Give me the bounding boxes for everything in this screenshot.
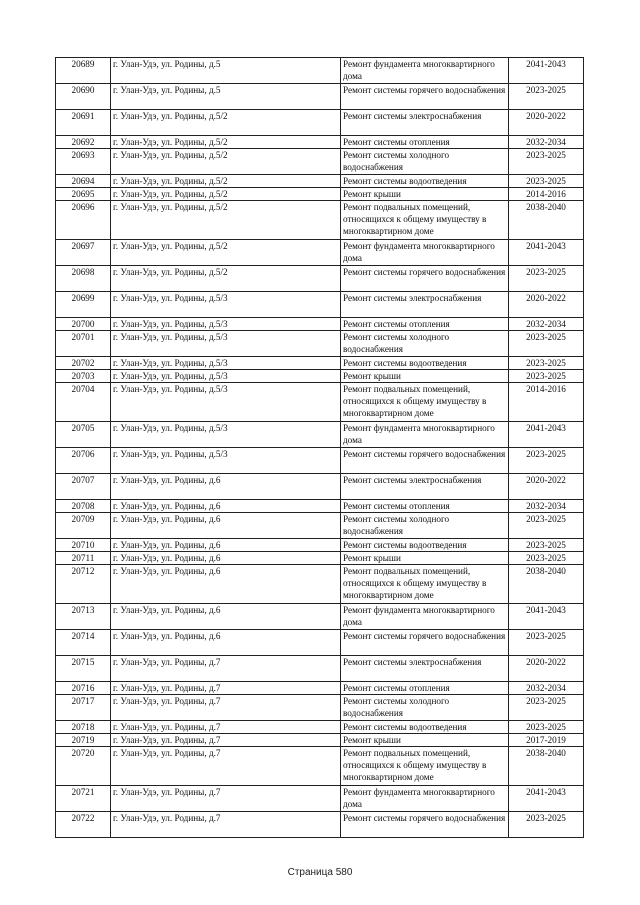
work-type-cell: Ремонт системы водоотведения xyxy=(341,175,509,188)
address-cell: г. Улан-Удэ, ул. Родины, д.5/2 xyxy=(111,240,341,266)
table-row xyxy=(56,136,584,149)
address-cell: г. Улан-Удэ, ул. Родины, д.5/3 xyxy=(111,357,341,370)
table-row xyxy=(56,734,584,747)
row-number: 20715 xyxy=(56,656,111,682)
address-cell: г. Улан-Удэ, ул. Родины, д.5 xyxy=(111,58,341,84)
table-row xyxy=(56,370,584,383)
address-cell: г. Улан-Удэ, ул. Родины, д.5/3 xyxy=(111,383,341,422)
work-type-cell: Ремонт крыши xyxy=(341,188,509,201)
address-cell: г. Улан-Удэ, ул. Родины, д.6 xyxy=(111,552,341,565)
work-type-cell: Ремонт системы холодного водоснабжения xyxy=(341,695,509,721)
address-cell: г. Улан-Удэ, ул. Родины, д.7 xyxy=(111,747,341,786)
table-row xyxy=(56,539,584,552)
table-row xyxy=(56,357,584,370)
address-cell: г. Улан-Удэ, ул. Родины, д.5/2 xyxy=(111,175,341,188)
repair-schedule-table xyxy=(55,57,584,838)
row-number: 20695 xyxy=(56,188,111,201)
work-type-cell: Ремонт системы холодного водоснабжения xyxy=(341,149,509,175)
row-number: 20710 xyxy=(56,539,111,552)
address-cell: г. Улан-Удэ, ул. Родины, д.7 xyxy=(111,656,341,682)
table-row xyxy=(56,149,584,175)
row-number: 20722 xyxy=(56,812,111,838)
period-cell: 2020-2022 xyxy=(509,474,584,500)
row-number: 20691 xyxy=(56,110,111,136)
work-type-cell: Ремонт системы электроснабжения xyxy=(341,656,509,682)
work-type-cell: Ремонт фундамента многоквартирного дома xyxy=(341,786,509,812)
period-cell: 2020-2022 xyxy=(509,292,584,318)
work-type-cell: Ремонт системы отопления xyxy=(341,136,509,149)
address-cell: г. Улан-Удэ, ул. Родины, д.6 xyxy=(111,604,341,630)
row-number: 20700 xyxy=(56,318,111,331)
table-row xyxy=(56,500,584,513)
address-cell: г. Улан-Удэ, ул. Родины, д.7 xyxy=(111,721,341,734)
work-type-cell: Ремонт фундамента многоквартирного дома xyxy=(341,604,509,630)
work-type-cell: Ремонт системы холодного водоснабжения xyxy=(341,513,509,539)
table-row xyxy=(56,695,584,721)
table-row xyxy=(56,201,584,240)
work-type-cell: Ремонт системы отопления xyxy=(341,318,509,331)
address-cell: г. Улан-Удэ, ул. Родины, д.5/2 xyxy=(111,136,341,149)
table-row xyxy=(56,110,584,136)
row-number: 20714 xyxy=(56,630,111,656)
table-row xyxy=(56,604,584,630)
work-type-cell: Ремонт крыши xyxy=(341,734,509,747)
period-cell: 2032-2034 xyxy=(509,136,584,149)
period-cell: 2014-2016 xyxy=(509,383,584,422)
row-number: 20716 xyxy=(56,682,111,695)
period-cell: 2014-2016 xyxy=(509,188,584,201)
address-cell: г. Улан-Удэ, ул. Родины, д.5/3 xyxy=(111,292,341,318)
work-type-cell: Ремонт системы отопления xyxy=(341,500,509,513)
work-type-cell: Ремонт системы холодного водоснабжения xyxy=(341,331,509,357)
row-number: 20707 xyxy=(56,474,111,500)
row-number: 20709 xyxy=(56,513,111,539)
address-cell: г. Улан-Удэ, ул. Родины, д.6 xyxy=(111,539,341,552)
work-type-cell: Ремонт фундамента многоквартирного дома xyxy=(341,422,509,448)
table-row xyxy=(56,656,584,682)
address-cell: г. Улан-Удэ, ул. Родины, д.5/3 xyxy=(111,318,341,331)
table-row xyxy=(56,292,584,318)
work-type-cell: Ремонт фундамента многоквартирного дома xyxy=(341,58,509,84)
table-row xyxy=(56,565,584,604)
address-cell: г. Улан-Удэ, ул. Родины, д.5 xyxy=(111,84,341,110)
row-number: 20704 xyxy=(56,383,111,422)
row-number: 20721 xyxy=(56,786,111,812)
row-number: 20711 xyxy=(56,552,111,565)
table-row xyxy=(56,84,584,110)
row-number: 20719 xyxy=(56,734,111,747)
row-number: 20694 xyxy=(56,175,111,188)
work-type-cell: Ремонт системы электроснабжения xyxy=(341,474,509,500)
row-number: 20712 xyxy=(56,565,111,604)
work-type-cell: Ремонт системы горячего водоснабжения xyxy=(341,84,509,110)
period-cell: 2023-2025 xyxy=(509,448,584,474)
table-row xyxy=(56,188,584,201)
address-cell: г. Улан-Удэ, ул. Родины, д.5/2 xyxy=(111,188,341,201)
work-type-cell: Ремонт системы электроснабжения xyxy=(341,292,509,318)
address-cell: г. Улан-Удэ, ул. Родины, д.7 xyxy=(111,812,341,838)
address-cell: г. Улан-Удэ, ул. Родины, д.7 xyxy=(111,786,341,812)
period-cell: 2038-2040 xyxy=(509,201,584,240)
row-number: 20701 xyxy=(56,331,111,357)
table-row xyxy=(56,383,584,422)
period-cell: 2032-2034 xyxy=(509,682,584,695)
period-cell: 2023-2025 xyxy=(509,149,584,175)
address-cell: г. Улан-Удэ, ул. Родины, д.7 xyxy=(111,734,341,747)
table-row xyxy=(56,318,584,331)
work-type-cell: Ремонт системы водоотведения xyxy=(341,357,509,370)
period-cell: 2041-2043 xyxy=(509,786,584,812)
period-cell: 2023-2025 xyxy=(509,175,584,188)
work-type-cell: Ремонт системы горячего водоснабжения xyxy=(341,812,509,838)
period-cell: 2023-2025 xyxy=(509,812,584,838)
work-type-cell: Ремонт подвальных помещений, относящихся к общему имуществу в многоквартирном доме xyxy=(341,565,509,604)
table-body xyxy=(56,58,584,838)
address-cell: г. Улан-Удэ, ул. Родины, д.5/3 xyxy=(111,422,341,448)
address-cell: г. Улан-Удэ, ул. Родины, д.5/2 xyxy=(111,110,341,136)
row-number: 20699 xyxy=(56,292,111,318)
address-cell: г. Улан-Удэ, ул. Родины, д.5/3 xyxy=(111,448,341,474)
work-type-cell: Ремонт крыши xyxy=(341,370,509,383)
address-cell: г. Улан-Удэ, ул. Родины, д.5/3 xyxy=(111,331,341,357)
table-row xyxy=(56,682,584,695)
period-cell: 2032-2034 xyxy=(509,318,584,331)
work-type-cell: Ремонт крыши xyxy=(341,552,509,565)
address-cell: г. Улан-Удэ, ул. Родины, д.6 xyxy=(111,513,341,539)
work-type-cell: Ремонт фундамента многоквартирного дома xyxy=(341,240,509,266)
row-number: 20717 xyxy=(56,695,111,721)
table-row xyxy=(56,630,584,656)
address-cell: г. Улан-Удэ, ул. Родины, д.6 xyxy=(111,565,341,604)
period-cell: 2038-2040 xyxy=(509,747,584,786)
period-cell: 2023-2025 xyxy=(509,552,584,565)
period-cell: 2020-2022 xyxy=(509,110,584,136)
address-cell: г. Улан-Удэ, ул. Родины, д.6 xyxy=(111,500,341,513)
row-number: 20720 xyxy=(56,747,111,786)
address-cell: г. Улан-Удэ, ул. Родины, д.5/3 xyxy=(111,370,341,383)
work-type-cell: Ремонт подвальных помещений, относящихся к общему имуществу в многоквартирном доме xyxy=(341,747,509,786)
table-row xyxy=(56,812,584,838)
table-row xyxy=(56,721,584,734)
row-number: 20693 xyxy=(56,149,111,175)
period-cell: 2023-2025 xyxy=(509,695,584,721)
period-cell: 2041-2043 xyxy=(509,422,584,448)
row-number: 20705 xyxy=(56,422,111,448)
row-number: 20689 xyxy=(56,58,111,84)
table-row xyxy=(56,266,584,292)
address-cell: г. Улан-Удэ, ул. Родины, д.6 xyxy=(111,630,341,656)
work-type-cell: Ремонт системы электроснабжения xyxy=(341,110,509,136)
work-type-cell: Ремонт системы отопления xyxy=(341,682,509,695)
table-row xyxy=(56,513,584,539)
table-row xyxy=(56,786,584,812)
row-number: 20697 xyxy=(56,240,111,266)
address-cell: г. Улан-Удэ, ул. Родины, д.7 xyxy=(111,682,341,695)
table-row xyxy=(56,422,584,448)
table-row xyxy=(56,552,584,565)
row-number: 20713 xyxy=(56,604,111,630)
work-type-cell: Ремонт системы горячего водоснабжения xyxy=(341,266,509,292)
period-cell: 2023-2025 xyxy=(509,331,584,357)
work-type-cell: Ремонт системы водоотведения xyxy=(341,539,509,552)
period-cell: 2023-2025 xyxy=(509,357,584,370)
row-number: 20703 xyxy=(56,370,111,383)
row-number: 20696 xyxy=(56,201,111,240)
period-cell: 2038-2040 xyxy=(509,565,584,604)
table-row xyxy=(56,448,584,474)
row-number: 20708 xyxy=(56,500,111,513)
address-cell: г. Улан-Удэ, ул. Родины, д.7 xyxy=(111,695,341,721)
period-cell: 2023-2025 xyxy=(509,630,584,656)
period-cell: 2023-2025 xyxy=(509,539,584,552)
row-number: 20702 xyxy=(56,357,111,370)
period-cell: 2020-2022 xyxy=(509,656,584,682)
row-number: 20706 xyxy=(56,448,111,474)
row-number: 20718 xyxy=(56,721,111,734)
row-number: 20698 xyxy=(56,266,111,292)
address-cell: г. Улан-Удэ, ул. Родины, д.5/2 xyxy=(111,266,341,292)
period-cell: 2023-2025 xyxy=(509,513,584,539)
address-cell: г. Улан-Удэ, ул. Родины, д.5/2 xyxy=(111,149,341,175)
page-number: Страница 580 xyxy=(287,867,353,878)
address-cell: г. Улан-Удэ, ул. Родины, д.6 xyxy=(111,474,341,500)
table-row xyxy=(56,747,584,786)
table-row xyxy=(56,331,584,357)
row-number: 20690 xyxy=(56,84,111,110)
work-type-cell: Ремонт системы горячего водоснабжения xyxy=(341,448,509,474)
table-row xyxy=(56,240,584,266)
period-cell: 2041-2043 xyxy=(509,58,584,84)
period-cell: 2017-2019 xyxy=(509,734,584,747)
period-cell: 2032-2034 xyxy=(509,500,584,513)
table-row xyxy=(56,474,584,500)
work-type-cell: Ремонт системы горячего водоснабжения xyxy=(341,630,509,656)
period-cell: 2041-2043 xyxy=(509,240,584,266)
period-cell: 2023-2025 xyxy=(509,370,584,383)
address-cell: г. Улан-Удэ, ул. Родины, д.5/2 xyxy=(111,201,341,240)
period-cell: 2041-2043 xyxy=(509,604,584,630)
table-row xyxy=(56,58,584,84)
table-row xyxy=(56,175,584,188)
period-cell: 2023-2025 xyxy=(509,721,584,734)
work-type-cell: Ремонт подвальных помещений, относящихся к общему имуществу в многоквартирном доме xyxy=(341,201,509,240)
row-number: 20692 xyxy=(56,136,111,149)
period-cell: 2023-2025 xyxy=(509,266,584,292)
work-type-cell: Ремонт системы водоотведения xyxy=(341,721,509,734)
period-cell: 2023-2025 xyxy=(509,84,584,110)
work-type-cell: Ремонт подвальных помещений, относящихся к общему имуществу в многоквартирном доме xyxy=(341,383,509,422)
